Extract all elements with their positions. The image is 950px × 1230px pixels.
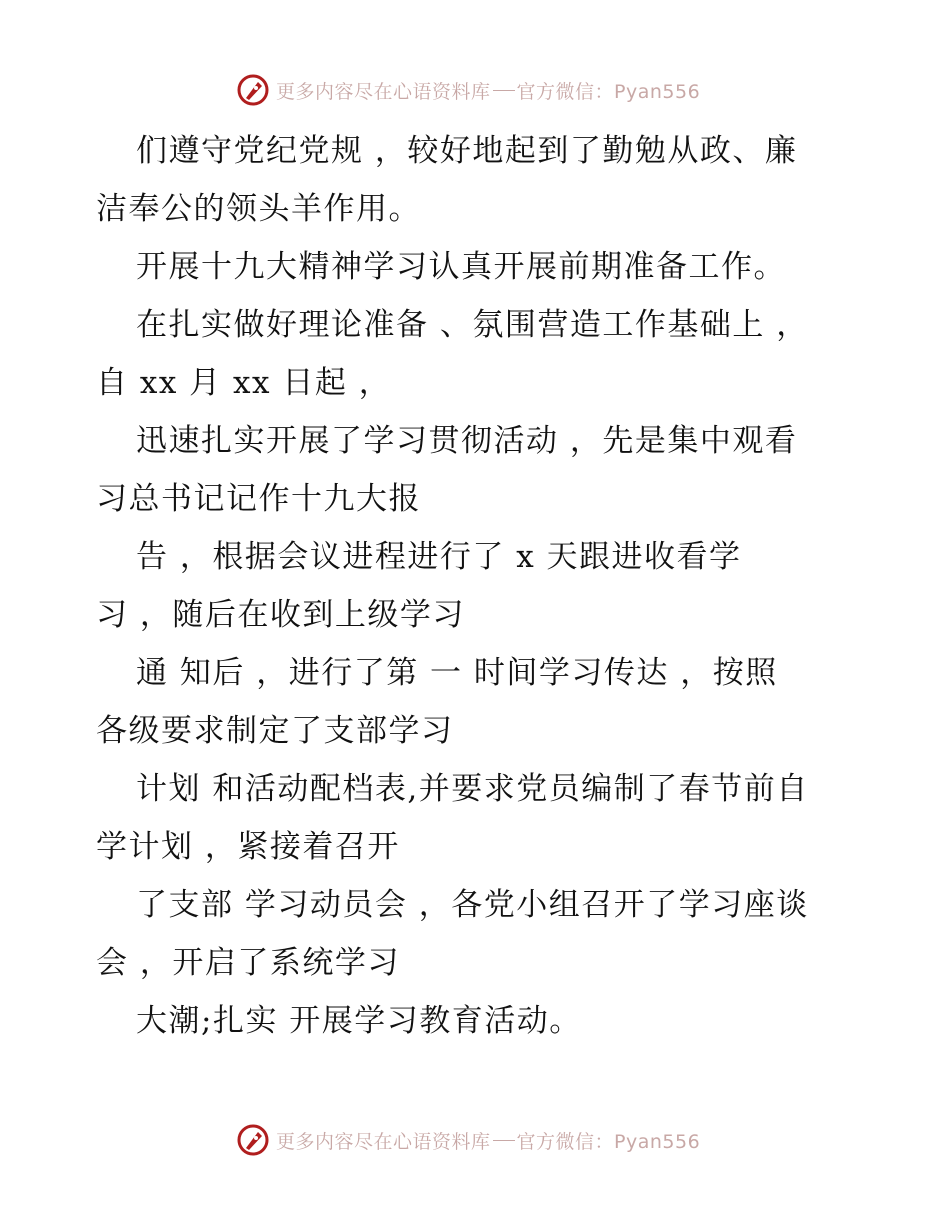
text-line: 通 知后 ，进行了第 一 时间学习传达 ，按照	[136, 655, 778, 691]
text-line: 学计划 ，紧接着召开	[96, 829, 400, 865]
watermark-sub-text: 官方微信：Pyan556	[516, 1130, 701, 1153]
text-line: 了支部 学习动员会 ，各党小组召开了学习座谈	[136, 887, 809, 923]
text-line: 大潮;扎实 开展学习教育活动。	[136, 1003, 582, 1039]
text-line: 各级要求制定了支部学习	[96, 713, 454, 749]
watermark-dash	[493, 1140, 515, 1141]
text-line: 开展十九大精神学习认真开展前期准备工作。	[136, 249, 786, 285]
text-line: 告 ，根据会议进程进行了 x 天跟进收看学	[136, 539, 742, 575]
footer-watermark-banner	[236, 1120, 700, 1160]
watermark-dash	[493, 90, 515, 91]
header-watermark-banner	[236, 70, 700, 110]
pen-nib-logo-icon	[236, 73, 270, 107]
text-line: 迅速扎实开展了学习贯彻活动 ，先是集中观看	[136, 423, 798, 459]
text-line: 会 ，开启了系统学习	[96, 945, 400, 981]
watermark-main-text: 更多内容尽在心语资料库	[276, 1130, 491, 1153]
watermark-sub-text: 官方微信：Pyan556	[516, 80, 701, 103]
text-line: 自 xx 月 xx 日起 ，	[96, 365, 392, 401]
text-line: 洁奉公的领头羊作用。	[96, 191, 421, 227]
text-line: 在扎实做好理论准备 、氛围营造工作基础上 ，	[136, 307, 809, 343]
text-line: 们遵守党纪党规 ，较好地起到了勤勉从政、廉	[136, 133, 798, 169]
text-line: 习 ，随后在收到上级学习	[96, 597, 465, 633]
pen-nib-logo-icon	[236, 1123, 270, 1157]
watermark-main-text: 更多内容尽在心语资料库	[276, 80, 491, 103]
document-body	[96, 122, 866, 1050]
text-line: 计划 和活动配档表,并要求党员编制了春节前自	[136, 771, 809, 807]
text-line: 习总书记记作十九大报	[96, 481, 421, 517]
